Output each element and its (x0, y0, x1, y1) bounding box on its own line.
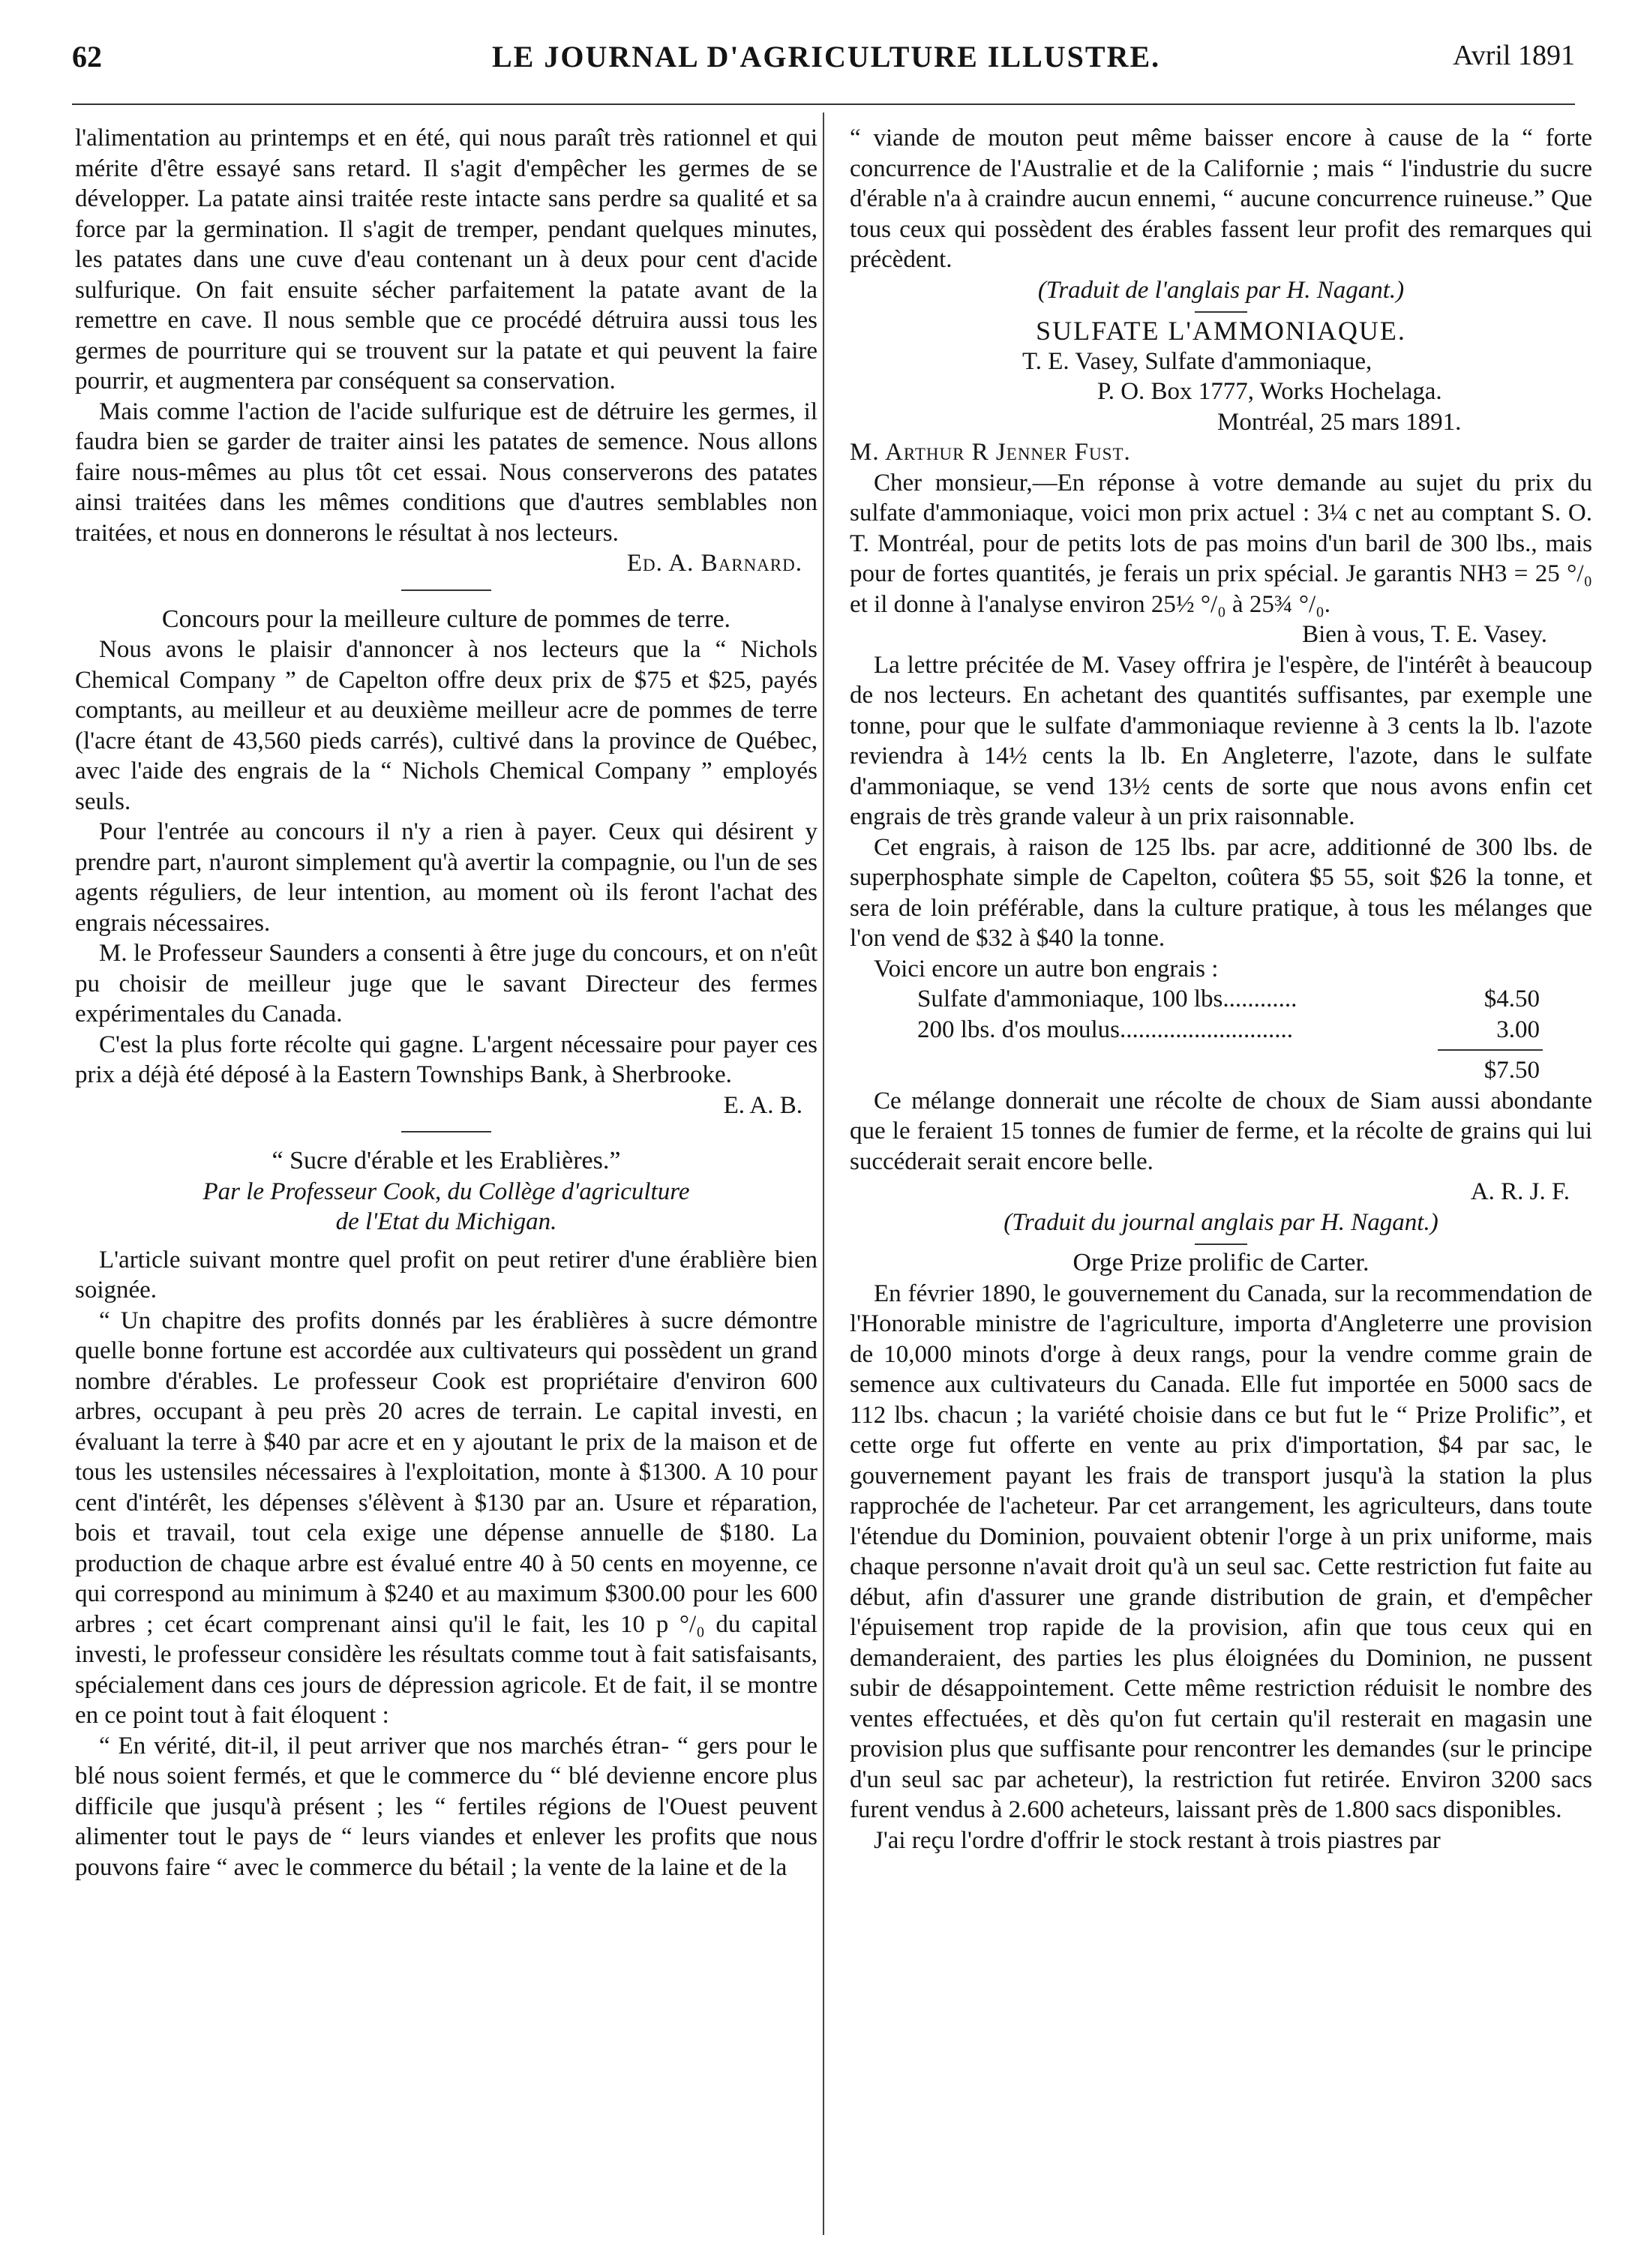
mix-amount: $4.50 (1484, 986, 1540, 1012)
section-title-concours: Concours pour la meilleure culture de pommes de terre. (161, 604, 731, 633)
paragraph: l'alimentation au printemps et en été, qui nous paraît très rationnel et qui mérite d'être essayé sans retard. Il s'agit d'empêcher les germes de se développer. La patate ainsi traitée reste intacte sans perdre sa qualité et sa force par la germination. Il s'agit de tremper, pendant quelques minutes, les patates dans une cuve d'eau contenant un à deux pour cent d'acide sulfurique. On fait ensuite sécher parfaitement la patate avant de la remettre en cave. Il nous semble que ce procédé détruira aussi tous les germes de pourriture qui se trouvent sur la patate et qui peuvent la faire pourrir, et augmentera par conséquent sa conservation. (75, 124, 818, 394)
page-number: 62 (72, 40, 102, 74)
section-rule (401, 590, 491, 591)
mix-total: $7.50 (1484, 1057, 1540, 1084)
paragraph: “ Un chapitre des profits donnés par les érablières à sucre démontre quelle bonne fortune est accordée aux cultivateurs qui possèdent un grand nombre d'érables. Le professeur Cook est propriétaire d'environ 600 arbres, occupant à peu près 20 acres de terrain. Le capital investi, en évaluant la terre à $40 par acre et en y ajoutant le prix de la maison et de tous les ustensiles nécessaires à l'exploitation, monte à $1300. A 10 pour cent d'intérêt, les dépenses s'élèvent à $130 par an. Usure et réparation, bois et travail, tout cela exige une dépense annuelle de $180. La production de chaque arbre est évalué entre 40 à 50 cents en moyenne, ce qui correspond au minimum à $240 et au maximum $300.00 pour les 600 arbres ; cet écart comprenant ainsi qu'il le fait, les 10 p °/₀ du capital investi, le professeur considère les résultats comme tout à fait satisfaisants, spécialement dans ces jours de dépression agricole. Et de fait, il se montre en ce point tout à fait éloquent : (75, 1306, 818, 1729)
translation-credit: (Traduit de l'anglais par H. Nagant.) (1037, 276, 1405, 304)
paragraph: Ce mélange donnerait une récolte de choux de Siam aussi abondante que le feraient 15 tonnes de fumier de ferme, et la récolte de grains qui lui succéderait serait encore belle. (850, 1087, 1592, 1175)
salutation: M. Arthur R Jenner Fust. (850, 439, 1131, 466)
table-row (850, 1055, 1592, 1086)
section-title-sucre: “ Sucre d'érable et les Erablières.” (272, 1147, 621, 1174)
paragraph: Mais comme l'action de l'acide sulfurique est de détruire les germes, il faudra bien se garder de traiter ainsi les patates de semence. Nous allons faire nous-mêmes au plus tôt cet essai. Nous conserverons des patates ainsi traitées dans les mêmes conditions que d'autres semblables non traitées, et nous en donnerons le résultat à nos lecteurs. (75, 398, 818, 547)
paragraph: Pour l'entrée au concours il n'y a rien à payer. Ceux qui désirent y prendre part, n'auront simplement qu'à avertir la compagnie, ou l'un de ses agents réguliers, de leur intention, au moment où ils feront l'achat des engrais nécessaires. (75, 818, 818, 937)
address-line: T. E. Vasey, Sulfate d'ammoniaque, (1022, 347, 1372, 375)
journal-title: LE JOURNAL D'AGRICULTURE ILLUSTRE. (492, 40, 1161, 74)
signature: Ed. A. Barnard. (626, 550, 802, 577)
total-rule (1438, 1049, 1543, 1051)
paragraph: L'article suivant montre quel profit on peut retirer d'une érablière bien soignée. (75, 1246, 818, 1304)
byline: de l'Etat du Michigan. (335, 1208, 557, 1235)
page-header (72, 33, 1575, 93)
table-row (850, 1015, 1592, 1046)
section-rule (1195, 311, 1247, 313)
table-row (850, 984, 1592, 1015)
byline: Par le Professeur Cook, du Collège d'agriculture (202, 1178, 690, 1205)
paragraph: M. le Professeur Saunders a consenti à être juge du concours, et on n'eût pu choisir de meilleur juge que le savant Directeur des fermes expérimentales du Canada. (75, 940, 818, 1028)
issue-date: Avril 1891 (1453, 40, 1575, 71)
paragraph: “ En vérité, dit-il, il peut arriver que nos marchés étran- “ gers pour le blé nous soient fermés, et que le commerce du “ blé devienne encore plus difficile que jusqu'à présent ; les “ fertiles régions de l'Ouest peuvent alimenter tout le pays de “ leurs viandes et enlever les profits que nous pouvons faire “ avec le commerce du bétail ; la vente de la laine et de la (75, 1732, 818, 1881)
paragraph: La lettre précitée de M. Vasey offrira je l'espère, de l'intérêt à beaucoup de nos lecteurs. En achetant des quantités suffisantes, par exemple une tonne, pour que le sulfate d'ammoniaque revienne à 3 cents la lb. l'azote reviendra à 14½ cents la lb. En Angleterre, l'azote, dans le sulfate d'ammoniaque, se vend 13½ cents de sorte que nous avons enfin cet engrais de très grande valeur à un prix raisonnable. (850, 651, 1592, 830)
fertilizer-mix-table (850, 984, 1592, 1086)
signature: A. R. J. F. (1470, 1178, 1570, 1205)
left-column (75, 123, 818, 1882)
mix-item: 200 lbs. d'os moulus............................ (917, 1016, 1293, 1043)
column-divider (823, 112, 824, 2235)
paragraph: Cet engrais, à raison de 125 lbs. par acre, additionné de 300 lbs. de superphosphate simple de Capelton, coûtera $5 55, soit $26 la tonne, et sera de loin préférable, dans la culture pratique, à tous les mélanges que l'on vend de $32 à $40 la tonne. (850, 833, 1592, 952)
mix-item: Sulfate d'ammoniaque, 100 lbs............ (917, 986, 1298, 1012)
paragraph: Nous avons le plaisir d'annoncer à nos lecteurs que la “ Nichols Chemical Company ” de Capelton offre deux prix de $75 et $25, payés comptants, au meilleur et au deuxième meilleur acre de pommes de terre (l'acre étant de 43,560 pieds carrés), cultivé dans la province de Québec, avec l'aide des engrais de la “ Nichols Chemical Company ” employés seuls. (75, 636, 818, 815)
paragraph: En février 1890, le gouvernement du Canada, sur la recommendation de l'Honorable ministre de l'agriculture, importa d'Angleterre une provision de 10,000 minots d'orge à deux rangs, pour la vendre comme grain de semence aux cultivateurs du Canada. Elle fut importée en 5000 sacs de 112 lbs. chacun ; la variété choisie dans ce but fut le “ Prize Prolific”, et cette orge fut offerte en vente au prix d'importation, $4 par sac, le gouvernement payant les frais de transport jusqu'à la station la plus rapprochée de l'acheteur. Par cet arrangement, les agriculteurs, dans toute l'étendue du Dominion, pouvaient obtenir l'orge à un prix uniforme, mais chaque personne n'avait droit qu'à un seul sac. Cette restriction fut faite au début, afin d'assurer une grande distribution de grain, et d'empêcher l'épuisement trop rapide de la provision, afin que tous ceux qui en demanderaient, des parties les plus éloignées du Dominion, ne pussent subir de désappointement. Cette même restriction réduisit le nombre des ventes effectuées, et dès qu'on fut certain qu'il resterait en magasin une provision plus que suffisante pour rencontrer les demandes (sur le principe d'un seul sac par acheteur), la restriction fut retirée. Environ 3200 sacs furent vendus à 2.600 acheteurs, laissant près de 1.800 sacs disponibles. (850, 1280, 1592, 1823)
letter-closing: Bien à vous, T. E. Vasey. (1302, 621, 1547, 648)
address-line: P. O. Box 1777, Works Hochelaga. (1097, 378, 1442, 405)
address-line: Montréal, 25 mars 1891. (1217, 408, 1462, 436)
letter-body: Cher monsieur,—En réponse à votre demande au sujet du prix du sulfate d'ammoniaque, voici mon prix actuel : 3¼ c net au comptant S. O. T. Montréal, pour de petits lots de pas moins d'un baril de 300 lbs., mais pour de fortes quantités, je ferais un prix spécial. Je garantis NH3 = 25 °/₀ et il donne à l'analyse environ 25½ °/₀ à 25¾ °/₀. (850, 469, 1592, 618)
translation-credit: (Traduit du journal anglais par H. Nagant.) (1004, 1208, 1438, 1236)
paragraph: “ viande de mouton peut même baisser encore à cause de la “ forte concurrence de l'Australie et de la Californie ; mais “ l'industrie du sucre d'érable n'a à craindre aucun ennemi, “ aucune concurrence ruineuse.” Que tous ceux qui possèdent des érables fassent leur profit des remarques qui précèdent. (850, 124, 1592, 273)
section-rule (401, 1131, 491, 1132)
mix-amount: 3.00 (1496, 1016, 1540, 1043)
paragraph: Voici encore un autre bon engrais : (874, 955, 1219, 982)
section-rule (1195, 1244, 1247, 1245)
header-rule (72, 104, 1575, 105)
paragraph: J'ai reçu l'ordre d'offrir le stock restant à trois piastres par (874, 1826, 1441, 1854)
signature: E. A. B. (723, 1091, 802, 1119)
section-title-orge: Orge Prize prolific de Carter. (1072, 1249, 1370, 1276)
right-column (850, 123, 1592, 1856)
section-title-sulfate: SULFATE L'AMMONIAQUE. (1036, 316, 1406, 346)
paragraph: C'est la plus forte récolte qui gagne. L'argent nécessaire pour payer ces prix a déjà été déposé à la Eastern Townships Bank, à Sherbrooke. (75, 1030, 818, 1088)
